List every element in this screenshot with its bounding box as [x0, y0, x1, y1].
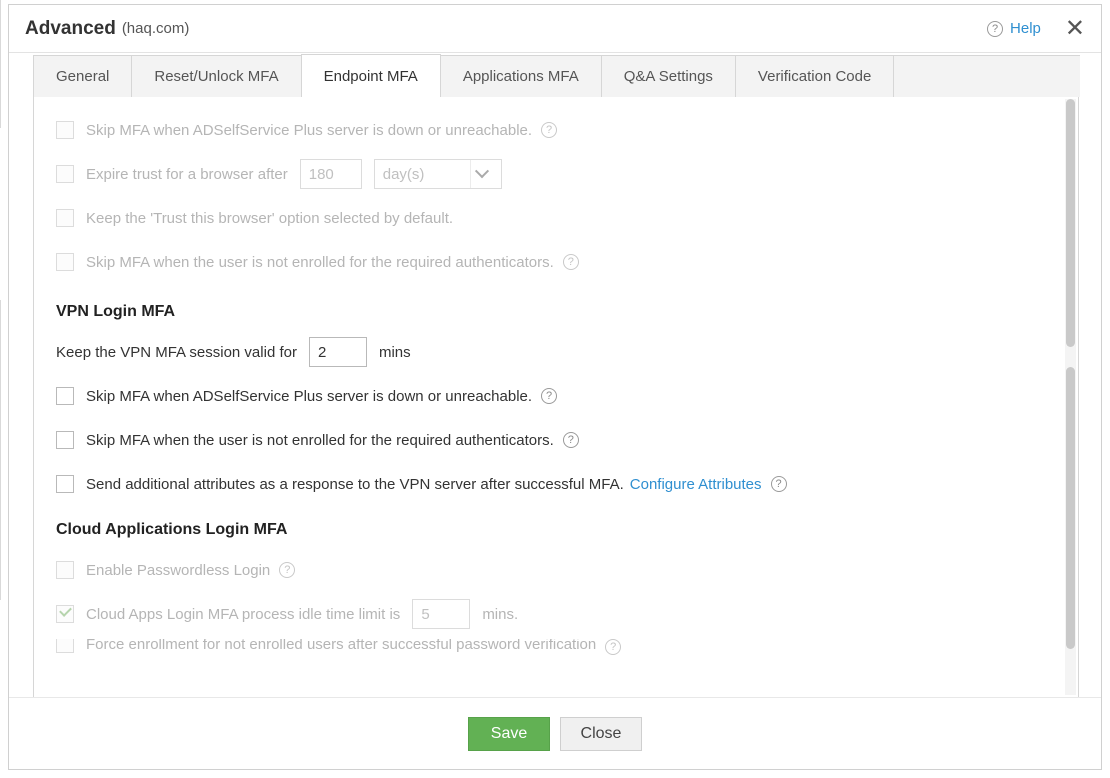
label-vpn-send-additional-attributes: Send additional attributes as a response to the VPN server after successful MFA. [86, 475, 624, 493]
label-skip-mfa-server-down-top: Skip MFA when ADSelfService Plus server is down or unreachable. [86, 121, 533, 139]
tab-strip-filler [893, 55, 1080, 97]
hint-force-enrollment-not-enrolled[interactable] [605, 639, 621, 655]
checkbox-expire-browser-trust[interactable] [56, 165, 74, 183]
label-vpn-session-validity: Keep the VPN MFA session valid for [56, 343, 297, 361]
row-enable-passwordless-login[interactable] [56, 555, 1050, 585]
select-expire-browser-trust-unit[interactable] [374, 159, 502, 189]
settings-content [34, 97, 1078, 697]
question-circle-icon: ? [541, 122, 557, 138]
tab-label: Applications MFA [462, 68, 579, 85]
question-circle-icon: ? [605, 639, 621, 655]
dialog-titlebar [9, 5, 1101, 53]
section-heading-cloud-applications-login-mfa: Cloud Applications Login MFA [56, 521, 288, 538]
row-vpn-send-additional-attributes[interactable] [56, 469, 1050, 499]
tab-label: Endpoint MFA [323, 67, 418, 85]
hint-vpn-skip-mfa-not-enrolled[interactable] [563, 432, 579, 448]
close-button[interactable]: Close [560, 717, 642, 751]
label-force-enrollment-not-enrolled: Force enrollment for not enrolled users after successful password verification [86, 639, 597, 653]
unit-vpn-session-validity: mins [378, 343, 411, 361]
label-cloud-apps-idle-time-limit: Cloud Apps Login MFA process idle time limit is [86, 605, 401, 623]
page-edge-artifact-bottom [0, 300, 1, 600]
tab-label: Reset/Unlock MFA [154, 68, 279, 85]
hint-skip-mfa-not-enrolled-top[interactable] [563, 254, 579, 270]
chevron-down-icon [470, 160, 493, 188]
tab-bar [9, 53, 1101, 97]
row-expire-browser-trust[interactable] [56, 159, 1050, 189]
dialog-footer [9, 697, 1101, 769]
tab-qa-settings[interactable] [601, 55, 736, 97]
checkbox-enable-passwordless-login[interactable] [56, 561, 74, 579]
tab-applications-mfa[interactable] [440, 55, 602, 97]
question-circle-icon: ? [279, 562, 295, 578]
scrollbar-thumb-lower[interactable] [1066, 367, 1075, 649]
tab-general[interactable] [33, 55, 132, 97]
checkbox-vpn-skip-mfa-server-down[interactable] [56, 387, 74, 405]
row-keep-trust-browser-default[interactable] [56, 203, 1050, 233]
question-circle-icon: ? [541, 388, 557, 404]
link-configure-attributes[interactable]: Configure Attributes [629, 475, 762, 493]
advanced-settings-dialog [8, 4, 1102, 770]
tab-label: Q&A Settings [623, 68, 713, 85]
checkbox-vpn-send-additional-attributes[interactable] [56, 475, 74, 493]
row-vpn-skip-mfa-server-down[interactable] [56, 381, 1050, 411]
checkbox-cloud-apps-idle-time-limit[interactable] [56, 605, 74, 623]
checkbox-skip-mfa-server-down-top[interactable] [56, 121, 74, 139]
hint-skip-mfa-server-down-top[interactable] [541, 122, 557, 138]
save-button[interactable]: Save [468, 717, 550, 751]
tab-endpoint-mfa[interactable] [301, 54, 441, 97]
question-circle-icon: ? [563, 254, 579, 270]
label-expire-browser-trust: Expire trust for a browser after [86, 165, 288, 183]
tab-reset-unlock-mfa[interactable] [131, 55, 301, 97]
question-circle-icon: ? [563, 432, 579, 448]
dialog-title-domain: (haq.com) [121, 20, 190, 37]
settings-scroll-region [33, 97, 1079, 697]
close-icon[interactable]: ✕ [1064, 14, 1085, 42]
checkbox-force-enrollment-not-enrolled[interactable] [56, 639, 74, 653]
tab-label: General [56, 68, 110, 85]
checkbox-skip-mfa-not-enrolled-top[interactable] [56, 253, 74, 271]
tab-label: Verification Code [757, 68, 872, 85]
row-skip-mfa-server-down-top[interactable] [56, 115, 1050, 145]
label-vpn-skip-mfa-not-enrolled: Skip MFA when the user is not enrolled for the required authenticators. [86, 431, 554, 449]
select-value: day(s) [382, 165, 425, 183]
row-force-enrollment-not-enrolled[interactable] [56, 639, 1050, 669]
row-cloud-apps-idle-time-limit[interactable] [56, 599, 1050, 629]
hint-vpn-send-additional-attributes[interactable] [771, 476, 787, 492]
question-circle-icon: ? [987, 21, 1003, 37]
label-vpn-skip-mfa-server-down: Skip MFA when ADSelfService Plus server is down or unreachable. [86, 387, 533, 405]
section-heading-vpn-login-mfa: VPN Login MFA [56, 303, 176, 320]
page-edge-artifact-top [0, 0, 1, 128]
checkbox-vpn-skip-mfa-not-enrolled[interactable] [56, 431, 74, 449]
checkbox-keep-trust-browser-default[interactable] [56, 209, 74, 227]
label-skip-mfa-not-enrolled-top: Skip MFA when the user is not enrolled for the required authenticators. [86, 253, 554, 271]
row-skip-mfa-not-enrolled-top[interactable] [56, 247, 1050, 277]
help-button[interactable] [987, 20, 1041, 37]
unit-cloud-apps-idle-time-limit: mins. [482, 605, 519, 623]
hint-enable-passwordless-login[interactable] [279, 562, 295, 578]
label-enable-passwordless-login: Enable Passwordless Login [86, 561, 271, 579]
row-vpn-session-validity [56, 337, 1050, 367]
input-expire-browser-trust-value[interactable]: 180 [300, 159, 362, 189]
tab-verification-code[interactable] [735, 55, 894, 97]
help-label: Help [1010, 20, 1041, 37]
input-vpn-session-validity[interactable]: 2 [309, 337, 367, 367]
hint-vpn-skip-mfa-server-down[interactable] [541, 388, 557, 404]
label-keep-trust-browser-default: Keep the 'Trust this browser' option selected by default. [86, 209, 454, 227]
input-cloud-apps-idle-time-limit[interactable]: 5 [412, 599, 470, 629]
dialog-title: Advanced [25, 17, 116, 39]
question-circle-icon: ? [771, 476, 787, 492]
vertical-scrollbar[interactable] [1065, 99, 1076, 695]
row-vpn-skip-mfa-not-enrolled[interactable] [56, 425, 1050, 455]
scrollbar-thumb-upper[interactable] [1066, 99, 1075, 347]
